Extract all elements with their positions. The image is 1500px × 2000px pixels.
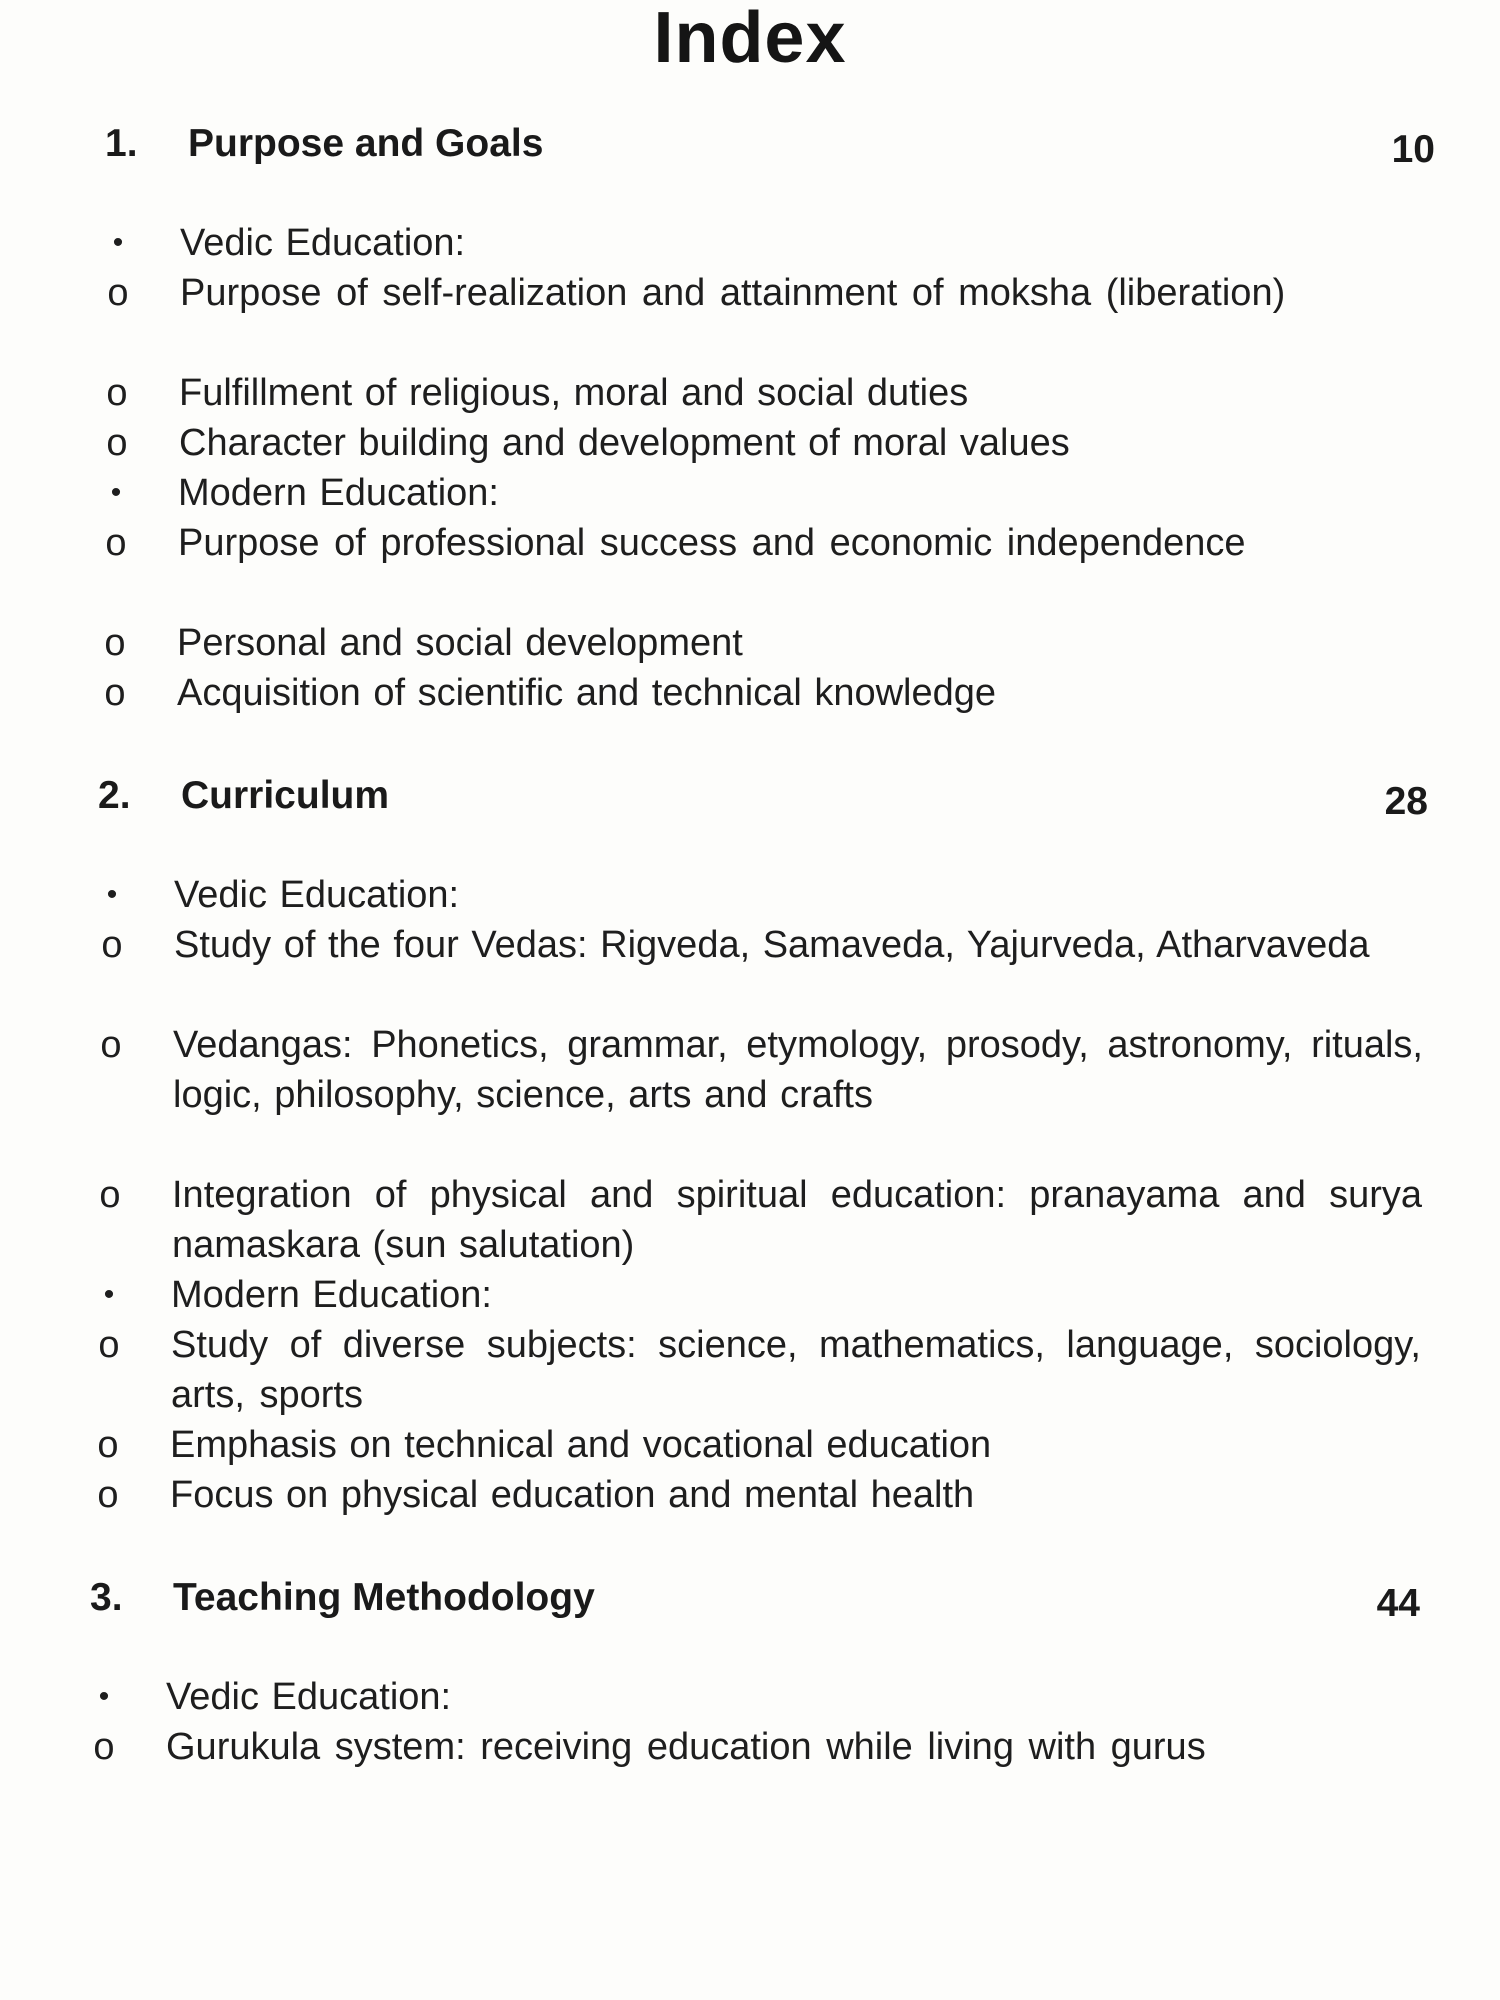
item-text: Gurukula system: receiving education while living with gurus (166, 1726, 1206, 1768)
list-item (96, 468, 1431, 518)
section-heading-curriculum (98, 776, 1428, 826)
list-item (88, 1470, 1423, 1520)
section-page-number: 10 (1391, 128, 1435, 171)
circle-marker: o (104, 622, 126, 664)
bullet-marker: • (98, 1680, 110, 1713)
circle-marker: o (98, 1324, 120, 1366)
item-text: Purpose of self-realization and attainment of moksha (liberation) (180, 272, 1286, 314)
list-item (91, 1020, 1426, 1170)
list-item (92, 920, 1427, 1020)
circle-marker: o (100, 1024, 122, 1066)
circle-marker: o (107, 272, 129, 314)
bullet-marker: • (106, 878, 118, 911)
list-item (96, 518, 1431, 618)
list-item (92, 870, 1427, 920)
list-item (95, 618, 1430, 668)
circle-marker: o (101, 924, 123, 966)
item-text: Character building and development of moral values (179, 422, 1070, 464)
section-number: 2. (98, 774, 131, 817)
item-text: Vedic Education: (174, 874, 460, 916)
item-text: Integration of physical and spiritual education: pranayama and surya namaskara (sun salutation) (172, 1174, 1422, 1266)
circle-marker: o (93, 1726, 115, 1768)
section-heading-purpose-and-goals (105, 124, 1435, 174)
section-number: 3. (90, 1576, 123, 1619)
list-item (84, 1722, 1419, 1822)
item-text: Emphasis on technical and vocational education (170, 1424, 992, 1466)
list-item (89, 1270, 1424, 1320)
item-text: Purpose of professional success and economic independence (178, 522, 1246, 564)
bullet-marker: • (103, 1278, 115, 1311)
section-heading-teaching-methodology (90, 1578, 1420, 1628)
list-item (97, 368, 1432, 418)
item-text: Modern Education: (178, 472, 499, 514)
page-title: Index (653, 0, 847, 78)
list-item (90, 1170, 1425, 1270)
list-item (97, 418, 1432, 468)
item-text: Modern Education: (171, 1274, 492, 1316)
item-text: Personal and social development (177, 622, 743, 664)
section-page-number: 44 (1376, 1582, 1420, 1625)
item-text: Vedic Education: (166, 1676, 452, 1718)
item-text: Vedic Education: (180, 222, 466, 264)
list-item (84, 1672, 1419, 1722)
section-page-number: 28 (1384, 780, 1428, 823)
circle-marker: o (105, 522, 127, 564)
section-title: Curriculum (181, 774, 390, 817)
list-item (98, 218, 1433, 268)
bullet-marker: • (110, 476, 122, 509)
circle-marker: o (97, 1424, 119, 1466)
list-item (98, 268, 1433, 368)
item-text: Vedangas: Phonetics, grammar, etymology, prosody, astronomy, rituals, logic, philosophy, science, arts and crafts (173, 1024, 1423, 1116)
circle-marker: o (104, 672, 126, 714)
item-text: Focus on physical education and mental health (170, 1474, 975, 1516)
section-title: Teaching Methodology (173, 1576, 595, 1619)
list-item (95, 668, 1430, 718)
section-number: 1. (105, 122, 138, 165)
item-text: Study of the four Vedas: Rigveda, Samaveda, Yajurveda, Atharvaveda (174, 924, 1370, 966)
list-item (88, 1420, 1423, 1470)
item-text: Acquisition of scientific and technical knowledge (177, 672, 997, 714)
section-title: Purpose and Goals (188, 122, 544, 165)
circle-marker: o (97, 1474, 119, 1516)
list-item (89, 1320, 1424, 1420)
item-text: Fulfillment of religious, moral and social duties (179, 372, 969, 414)
circle-marker: o (106, 372, 128, 414)
circle-marker: o (106, 422, 128, 464)
bullet-marker: • (112, 226, 124, 259)
circle-marker: o (99, 1174, 121, 1216)
item-text: Study of diverse subjects: science, mathematics, language, sociology, arts, sports (171, 1324, 1421, 1416)
